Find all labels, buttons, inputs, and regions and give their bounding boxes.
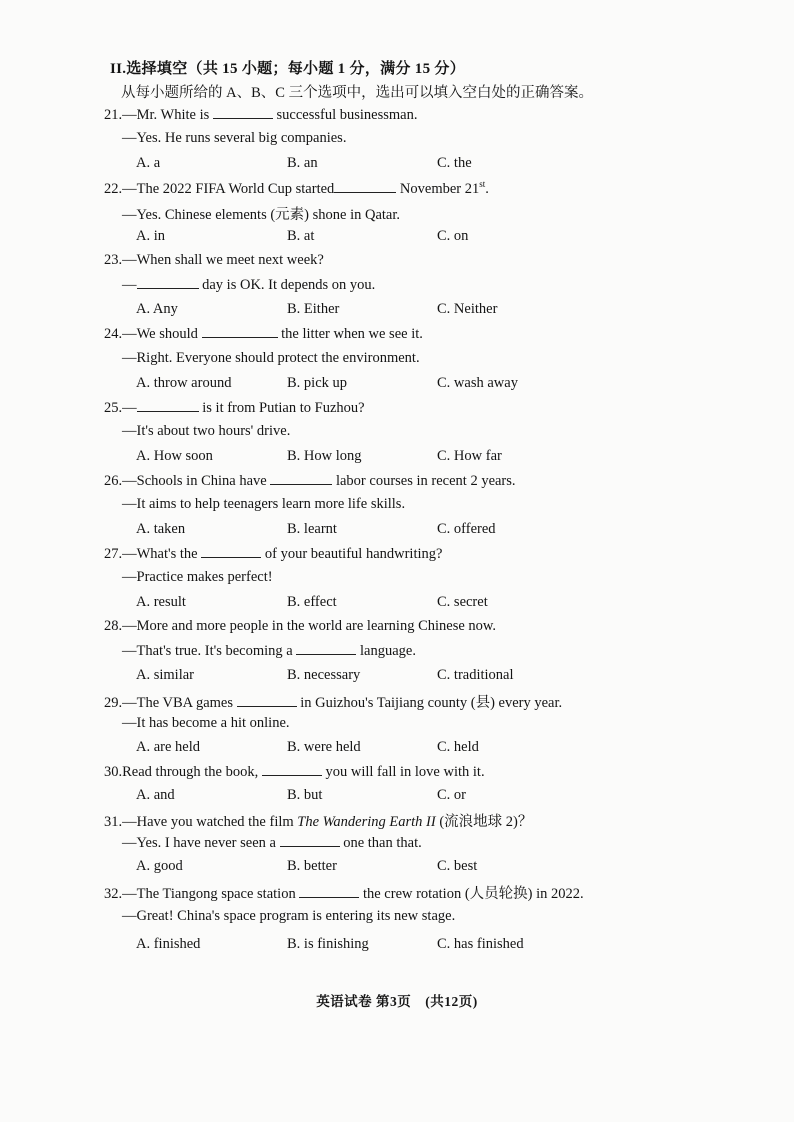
question-number: 26.: [104, 473, 123, 489]
answer-blank: [296, 642, 356, 655]
option-21-b: B. an: [287, 155, 318, 171]
question-29: [104, 691, 562, 712]
answer-blank: [202, 325, 278, 338]
question-25: [104, 399, 365, 417]
option-26-c: C. offered: [437, 521, 496, 537]
option-32-b: B. is finishing: [287, 936, 369, 952]
question-text: Read through the book,: [122, 764, 262, 780]
reply-28: [122, 642, 416, 660]
reply-23: [122, 276, 375, 294]
question-number: 24.: [104, 326, 123, 342]
option-30-c: C. or: [437, 787, 466, 803]
answer-blank: [299, 885, 359, 898]
reply-text: —: [122, 277, 137, 293]
answer-blank: [270, 472, 332, 485]
question-text: labor courses in recent 2 years.: [332, 473, 516, 489]
question-number: 23.: [104, 252, 123, 268]
reply-25: —It's about two hours' drive.: [122, 423, 291, 439]
answer-blank: [237, 694, 297, 707]
reply-26: —It aims to help teenagers learn more life skills.: [122, 496, 406, 512]
option-30-a: A. and: [136, 787, 175, 803]
question-27: [104, 545, 442, 563]
option-29-c: C. held: [437, 739, 479, 755]
option-22-c: C. on: [437, 228, 469, 244]
question-23: [104, 252, 324, 269]
question-text: —We should: [122, 326, 202, 342]
option-27-b: B. effect: [287, 594, 337, 610]
film-title: The Wandering Earth II: [297, 814, 436, 830]
answer-blank: [137, 399, 199, 412]
option-27-c: C. secret: [437, 594, 488, 610]
question-text: —Mr. White is: [122, 107, 213, 123]
question-30: [104, 763, 485, 781]
reply-24: —Right. Everyone should protect the environment.: [122, 350, 420, 366]
question-number: 32.: [104, 886, 123, 902]
option-31-c: C. best: [437, 858, 478, 874]
question-21: [104, 106, 417, 124]
question-text: the crew rotation (人员轮换) in 2022.: [359, 886, 584, 902]
option-25-b: B. How long: [287, 448, 362, 464]
answer-blank: [213, 106, 273, 119]
question-number: 25.: [104, 400, 123, 416]
option-22-b: B. at: [287, 228, 315, 244]
option-29-b: B. were held: [287, 739, 361, 755]
question-text: —Schools in China have: [122, 473, 271, 489]
option-32-a: A. finished: [136, 936, 201, 952]
question-28: [104, 618, 496, 635]
reply-32: —Great! China's space program is entering its new stage.: [122, 908, 456, 924]
option-24-c: C. wash away: [437, 375, 518, 391]
question-text: November 21: [396, 180, 480, 197]
question-text: you will fall in love with it.: [321, 764, 485, 780]
option-23-b: B. Either: [287, 301, 340, 317]
question-text: the litter when we see it.: [277, 326, 423, 342]
section-instruction: 从每小题所给的 A、B、C 三个选项中，选出可以填入空白处的正确答案。: [121, 85, 594, 101]
ordinal-suffix: st: [479, 179, 486, 189]
option-22-a: A. in: [136, 228, 165, 244]
question-32: [104, 882, 584, 903]
reply-text: one than that.: [339, 835, 422, 851]
option-24-b: B. pick up: [287, 375, 348, 391]
option-21-a: A. a: [136, 155, 161, 171]
answer-blank: [280, 834, 340, 847]
question-text: —The 2022 FIFA World Cup started: [122, 180, 335, 197]
option-31-b: B. better: [287, 858, 337, 874]
question-number: 31.: [104, 814, 123, 830]
page-footer: 英语试卷 第3页 (共12页): [316, 994, 478, 1009]
reply-29: —It has become a hit online.: [122, 715, 290, 731]
reply-text: —That's true. It's becoming a: [122, 643, 297, 659]
question-text: of your beautiful handwriting?: [261, 546, 443, 562]
reply-31: [122, 834, 422, 852]
option-31-a: A. good: [136, 858, 183, 874]
question-text: —More and more people in the world are learning Chinese now.: [122, 618, 497, 634]
option-21-c: C. the: [437, 155, 472, 171]
option-26-b: B. learnt: [287, 521, 337, 537]
option-26-a: A. taken: [136, 521, 186, 537]
answer-blank: [201, 545, 261, 558]
question-text: (流浪地球 2)？: [435, 814, 533, 830]
question-26: [104, 472, 516, 490]
question-number: 22.: [104, 180, 123, 197]
option-27-a: A. result: [136, 594, 186, 610]
question-text: —What's the: [122, 546, 202, 562]
option-25-a: A. How soon: [136, 448, 213, 464]
question-number: 21.: [104, 107, 123, 123]
question-22: [104, 179, 489, 198]
question-text: is it from Putian to Fuzhou?: [198, 400, 365, 416]
answer-blank: [262, 763, 322, 776]
option-32-c: C. has finished: [437, 936, 524, 952]
answer-blank: [137, 276, 199, 289]
section-title: II.选择填空（共 15 小题；每小题 1 分，满分 15 分）: [110, 61, 466, 77]
option-30-b: B. but: [287, 787, 323, 803]
question-24: [104, 325, 423, 343]
option-28-a: A. similar: [136, 667, 194, 683]
option-28-b: B. necessary: [287, 667, 361, 683]
question-text: —Have you watched the film: [122, 814, 298, 830]
question-text: in Guizhou's Taijiang county (县) every year.: [296, 695, 563, 711]
reply-text: day is OK. It depends on you.: [198, 277, 376, 293]
question-number: 30.: [104, 764, 123, 780]
question-number: 28.: [104, 618, 123, 634]
question-number: 29.: [104, 695, 123, 711]
reply-21: —Yes. He runs several big companies.: [122, 130, 347, 146]
option-23-c: C. Neither: [437, 301, 498, 317]
question-number: 27.: [104, 546, 123, 562]
option-29-a: A. are held: [136, 739, 201, 755]
reply-text: language.: [356, 643, 416, 659]
question-text: —The Tiangong space station: [122, 886, 300, 902]
reply-27: —Practice makes perfect!: [122, 569, 273, 585]
option-24-a: A. throw around: [136, 375, 232, 391]
question-text: —: [122, 400, 137, 416]
option-25-c: C. How far: [437, 448, 502, 464]
question-text: .: [485, 180, 489, 197]
question-text: —When shall we meet next week?: [122, 252, 324, 268]
answer-blank: [334, 180, 396, 193]
question-31: [104, 810, 532, 831]
option-23-a: A. Any: [136, 301, 178, 317]
option-28-c: C. traditional: [437, 667, 514, 683]
reply-text: —Yes. I have never seen a: [122, 835, 280, 851]
reply-22: —Yes. Chinese elements (元素) shone in Qatar.: [122, 207, 401, 223]
question-text: —The VBA games: [122, 695, 237, 711]
question-text: successful businessman.: [272, 107, 418, 123]
